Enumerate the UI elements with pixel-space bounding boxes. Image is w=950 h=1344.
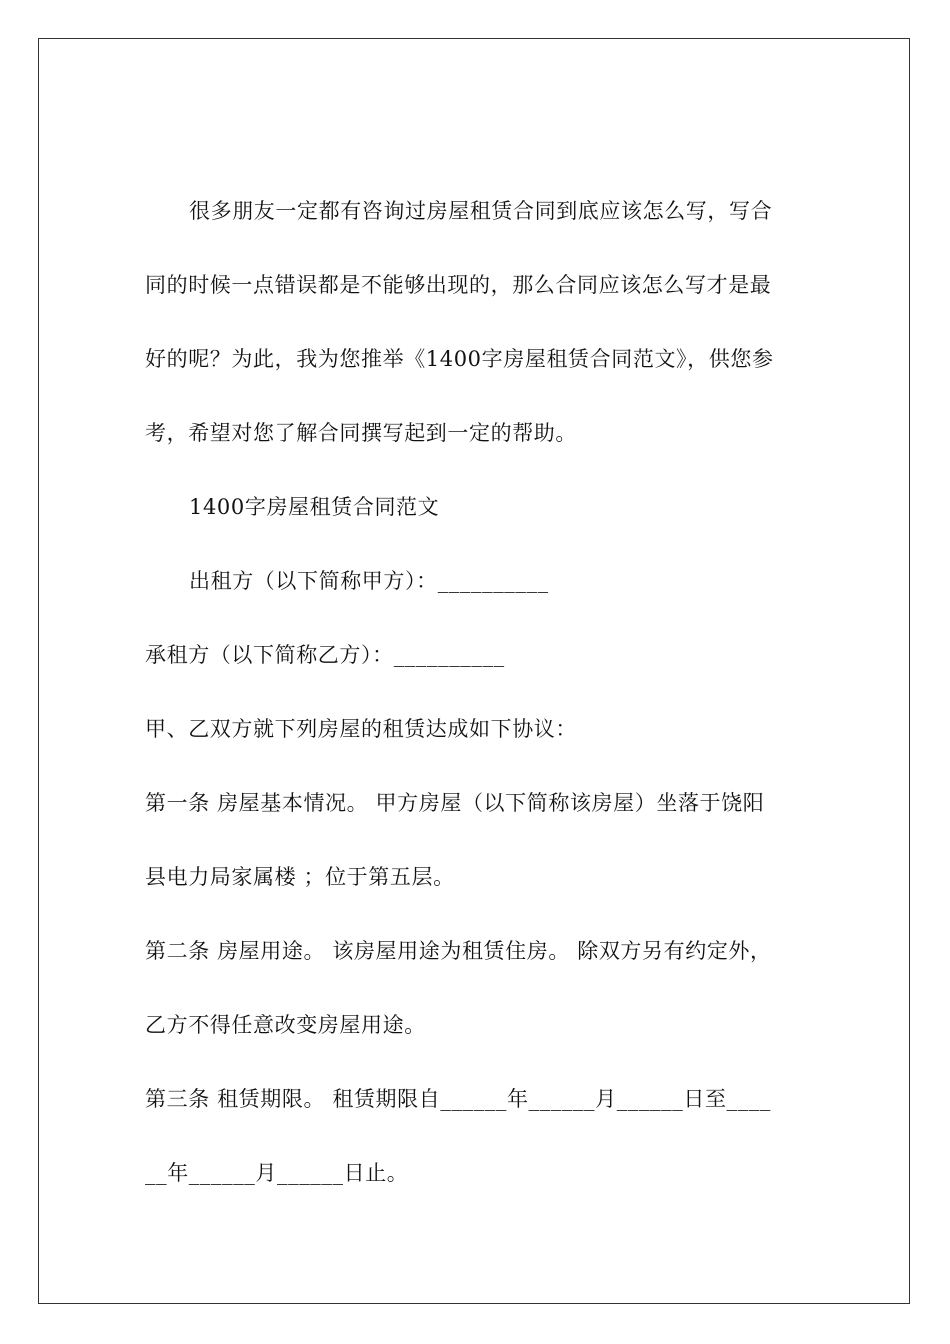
contract-title: 1400字房屋租赁合同范文 xyxy=(189,495,440,519)
agreement-intro: 甲、乙双方就下列房屋的租赁达成如下协议： xyxy=(145,717,577,741)
paragraph-line: 考，希望对您了解合同撰写起到一定的帮助。 xyxy=(145,421,577,445)
article-1-line: 县电力局家属楼 ；位于第五层。 xyxy=(145,865,455,889)
paragraph-line: 很多朋友一定都有咨询过房屋租赁合同到底应该怎么写，写合 xyxy=(189,199,773,223)
lessor-field: 出租方（以下简称甲方）：__________ xyxy=(189,569,549,593)
article-3-line: __年______月______日止。 xyxy=(145,1161,409,1185)
page-border xyxy=(38,38,910,1304)
article-3-line: 第三条 租赁期限。 租赁期限自______年______月______日至____ xyxy=(145,1087,771,1111)
article-1-line: 第一条 房屋基本情况。 甲方房屋（以下简称该房屋）坐落于饶阳 xyxy=(145,791,765,815)
article-2-line: 乙方不得任意改变房屋用途。 xyxy=(145,1013,426,1037)
paragraph-line: 同的时候一点错误都是不能够出现的，那么合同应该怎么写才是最 xyxy=(145,273,772,297)
paragraph-line: 好的呢？为此，我为您推举《1400字房屋租赁合同范文》，供您参 xyxy=(145,347,774,371)
article-2-line: 第二条 房屋用途。 该房屋用途为租赁住房。 除双方另有约定外， xyxy=(145,939,772,963)
lessee-field: 承租方（以下简称乙方）：__________ xyxy=(145,643,505,667)
